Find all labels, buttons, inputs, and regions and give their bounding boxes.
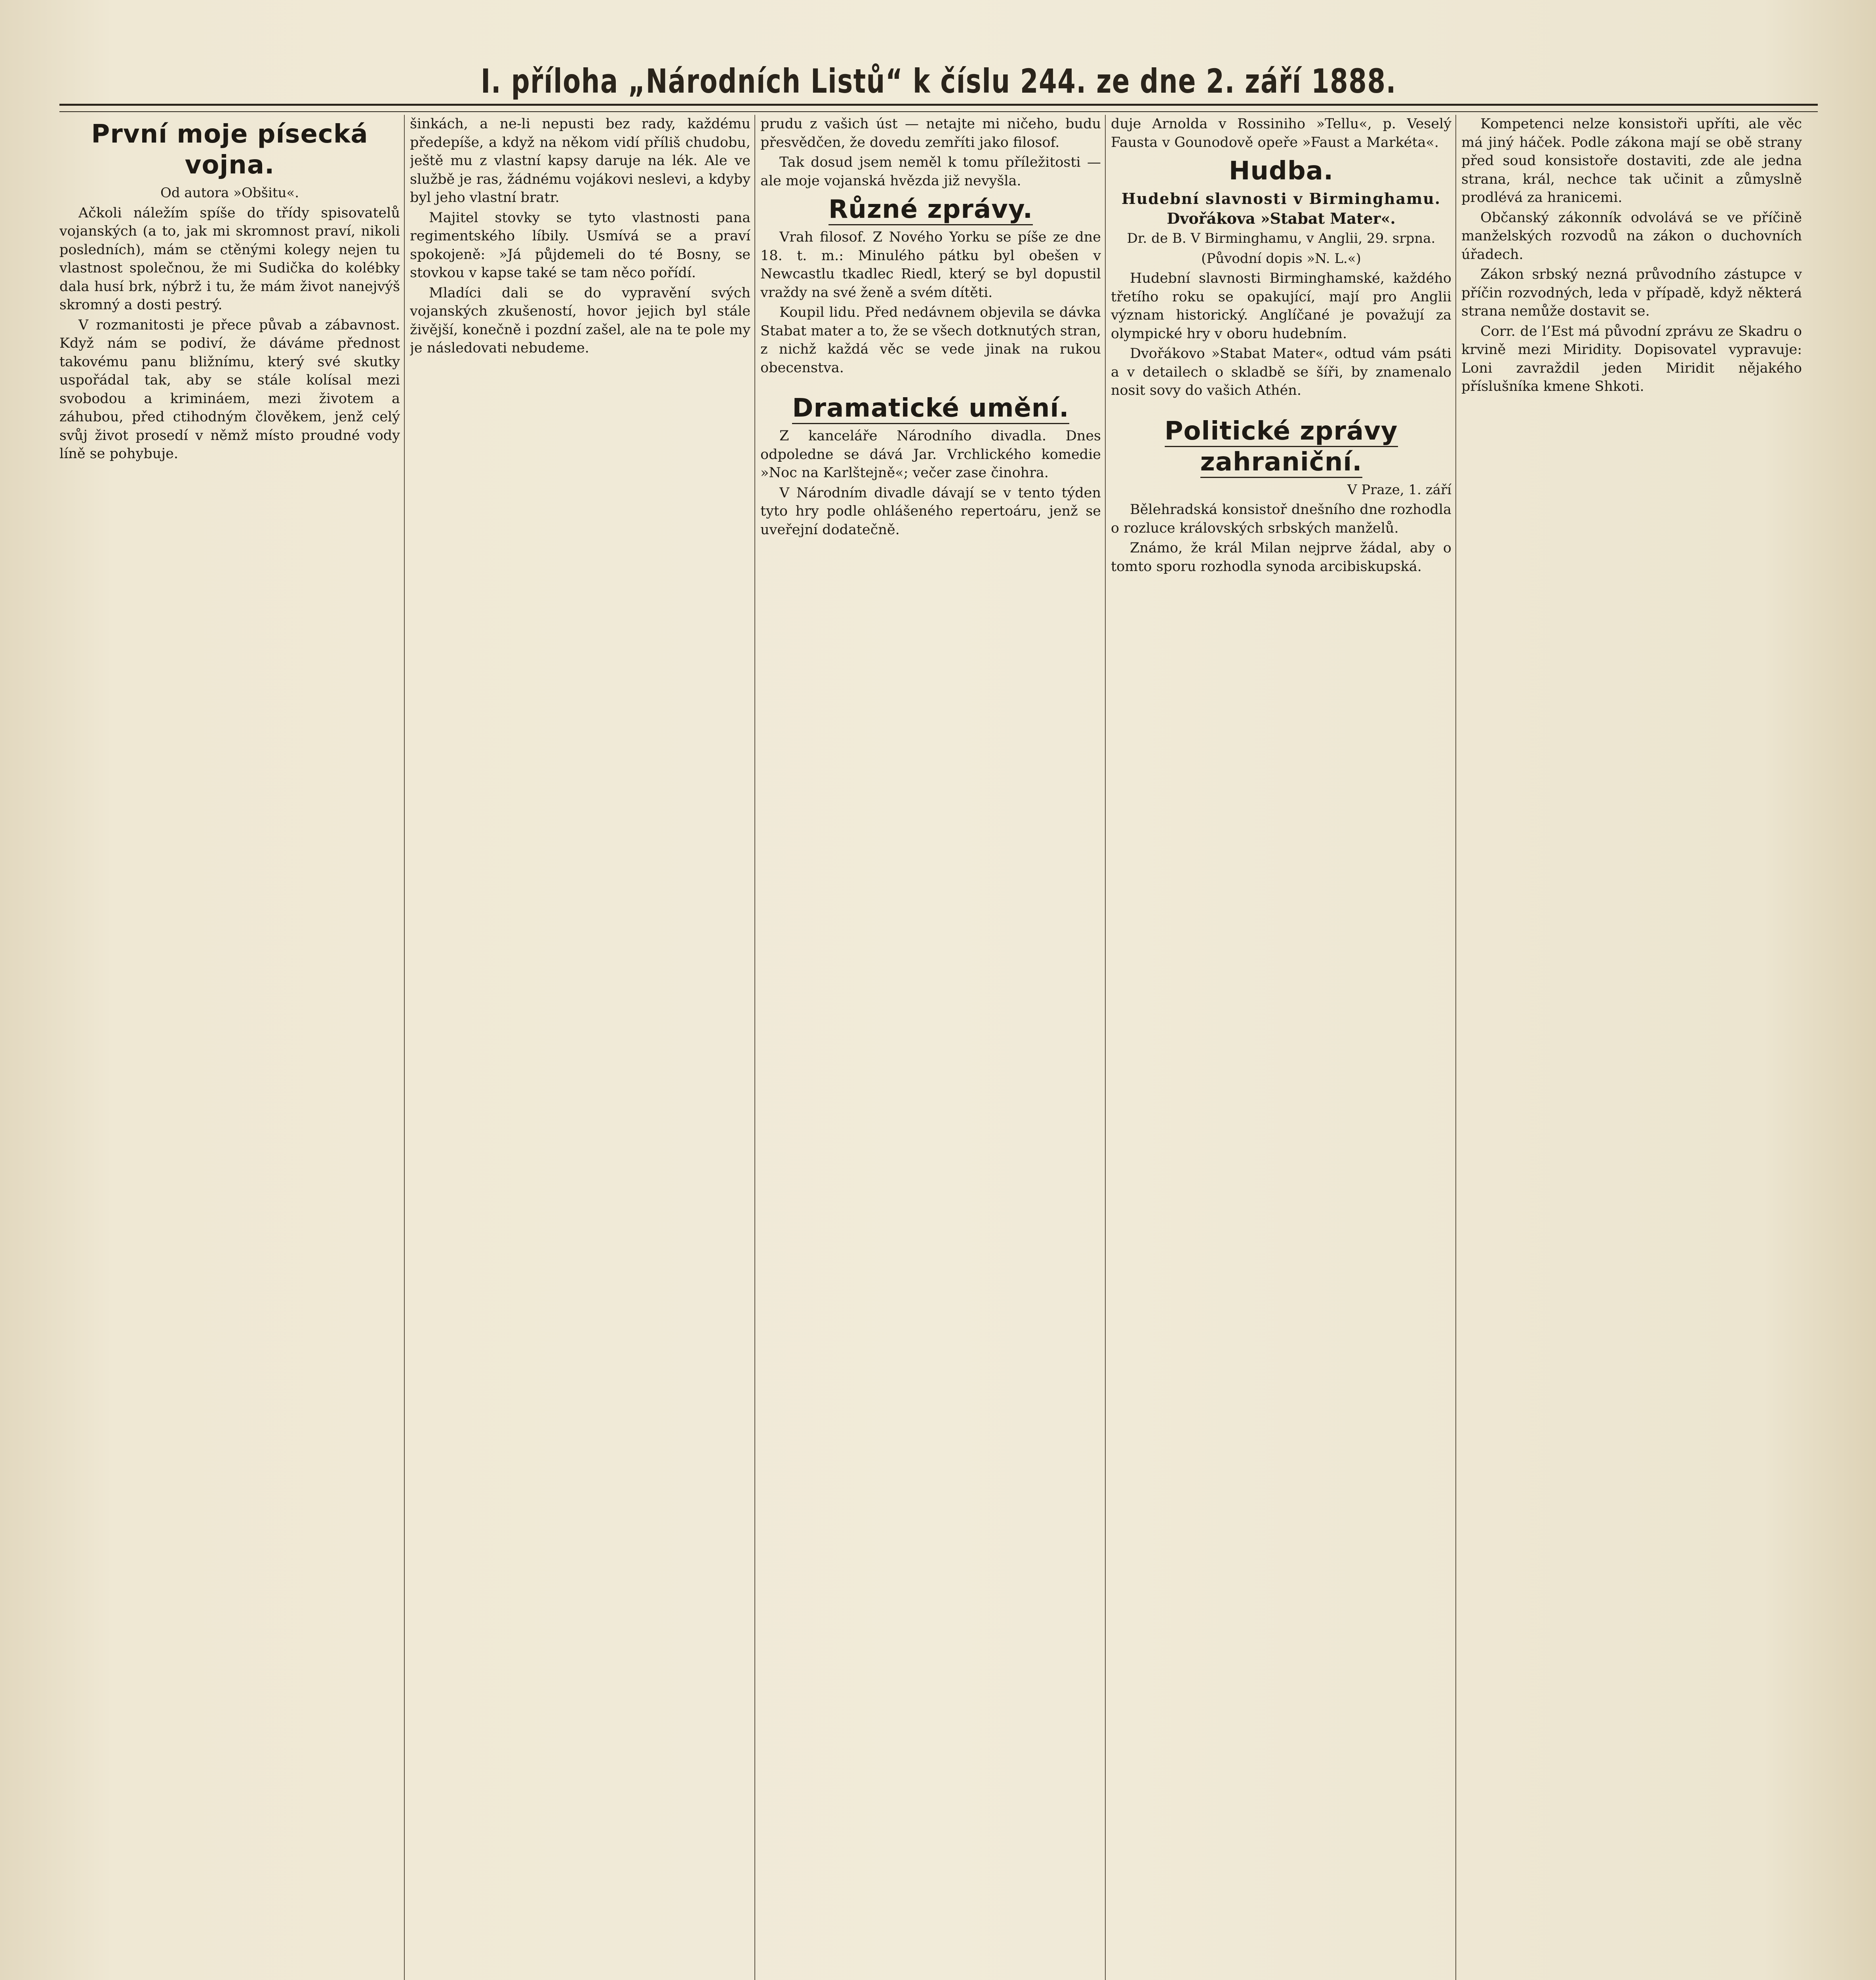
section-heading-text: Dramatické umění. [792, 394, 1069, 424]
column-4 [1111, 115, 1451, 1980]
feuilleton-heading: První moje písecká vojna. [91, 120, 368, 180]
supplement-title: I. příloha „Národních Listů“ k číslu 244. ze dne 2. září 1888. [480, 62, 1397, 101]
section-heading-text: Politické zprávy zahraniční. [1165, 417, 1398, 478]
original-letter-note: (Původní dopis »N. L.«) [1201, 250, 1361, 267]
paragraph: V rozmanitosti je přece půvab a zábavnost. Když nám se podiví, že dáváme přednost takovému panu bližnímu, který své skutky uspořádal tak, aby se stále kolísal mezi svobodou a krimináem, mezi životem a záhubou, před ctihodným člověkem, jenž celý svůj život prosedí v němž místo proudné vody líně se pohybuje. [59, 317, 400, 462]
paragraph: prudu z vašich úst — netajte mi ničeho, budu přesvědčen, že dovedu zemříti jako filosof. [760, 116, 1101, 150]
section-heading-music: Hudba. [1228, 156, 1334, 186]
column-divider [404, 115, 405, 1980]
news-item: Koupil lidu. Před nedávnem objevila se dávka Stabat mater a to, že se všech dotknutých stran, z nichž každá věc se vede jinak na rukou obecenstva. [760, 305, 1101, 376]
section-heading-drama [760, 393, 1101, 424]
news-item: Vrah filosof. Z Nového Yorku se píše ze dne 18. t. m.: Minulého pátku byl obešen v Newcastlu tkadlec Riedl, který se byl dopustil vraždy na své ženě a svém dítěti. [760, 229, 1101, 301]
paragraph: šinkách, a ne-li nepusti bez rady, každému předepíše, a když na někom vidí příliš chudobu, ještě mu z vlastní kapsy daruje na lék. Ale ve službě je ras, žádnému vojákovi neslevi, a kdyby byl jeho vlastní bratr. [410, 116, 750, 206]
feuilleton-byline: Od autora »Obšitu«. [160, 185, 299, 201]
section-heading-news [760, 194, 1101, 225]
paragraph: Hudební slavnosti Birminghamské, každého třetího roku se opakující, mají pro Anglii význam historický. Anglíčané je považují za olympické hry v oboru hudebním. [1111, 270, 1451, 342]
section-heading-politics [1111, 416, 1451, 478]
section-heading-text: Různé zprávy. [828, 195, 1033, 225]
column-2 [410, 115, 750, 1980]
news-item: Z kanceláře Národního divadla. Dnes odpoledne se dává Jar. Vrchlického komedie »Noc na Karlštejně«; večer zase činohra. [760, 428, 1101, 481]
column-divider [1105, 115, 1106, 1980]
paragraph: Bělehradská konsistoř dnešního dne rozhodla o rozluce královských srbských manželů. [1111, 502, 1451, 536]
dateline: V Praze, 1. září [1347, 482, 1451, 498]
paragraph: Občanský zákonník odvolává se ve příčině manželských rozvodů na zákon o duchovních úřadech. [1461, 209, 1802, 263]
column-divider [1455, 115, 1456, 1980]
paragraph: Ačkoli náležím spíše do třídy spisovatelů vojanských (a to, jak mi skromnost praví, nikoli posledních), mám se ctěnými kolegy nejen tu vlastnost společnou, že mi Sudička do kolébky dala husí brk, nýbrž i tu, že mám život nanejvýš skromný a dosti pestrý. [59, 205, 400, 313]
paragraph: Známo, že král Milan nejprve žádal, aby o tomto sporu rozhodla synoda arcibiskupská. [1111, 540, 1451, 575]
paragraph: duje Arnolda v Rossiniho »Tellu«, p. Veselý Fausta v Gounodově opeře »Faust a Markéta«. [1111, 116, 1451, 150]
paragraph: Kompetenci nelze konsistoři upříti, ale věc má jiný háček. Podle zákona mají se obě strany před soud konsistoře dostaviti, zde ale jedna strana, král, nechce tak učinit a zůmyslně prodlévá za hranicemi. [1461, 116, 1802, 206]
paragraph: Majitel stovky se tyto vlastnosti pana regimentského líbily. Usmívá se a praví spokojeně: »Já půjdemeli do té Bosny, se stovkou v kapse také se tam něco pořídí. [410, 209, 750, 281]
paragraph: Mladíci dali se do vypravění svých vojanských zkušeností, hovor jejich byl stále živější, konečně i pozdní zašel, ale na te pole my je následovati nebudeme. [410, 285, 750, 356]
page-header [59, 59, 1818, 103]
column-divider [754, 115, 755, 1980]
dateline: Dr. de B. V Birminghamu, v Anglii, 29. srpna. [1127, 230, 1436, 246]
news-item: V Národním divadle dávají se v tento týden tyto hry podle ohlášeného repertoáru, jenž se uveřejní dodatečně. [760, 485, 1101, 538]
paragraph: Zákon srbský nezná průvodního zástupce v příčin rozvodných, leda v případě, když některá strana nemůže dostavit se. [1461, 267, 1802, 319]
music-subheading: Hudební slavnosti v Birminghamu. [1121, 190, 1441, 208]
paragraph: Corr. de l’Est má původní zprávu ze Skadru o krvině mezi Miridity. Dopisovatel vypravuje: Loni zavraždil jeden Miridit nějakého příslušníka kmene Shkoti. [1461, 323, 1802, 394]
paragraph: Tak dosud jsem neměl k tomu příležitosti — ale moje vojanská hvězda již nevyšla. [760, 154, 1101, 189]
header-rule [59, 104, 1818, 112]
column-3 [760, 115, 1101, 1980]
column-1 [59, 115, 400, 1980]
paragraph: Dvořákovo »Stabat Mater«, odtud vám psáti a v detailech o skladbě se šíři, by znamenalo nosit sovy do vašich Athén. [1111, 346, 1451, 398]
music-subheading-2: Dvořákova »Stabat Mater«. [1167, 209, 1396, 227]
column-5 [1461, 115, 1802, 1980]
